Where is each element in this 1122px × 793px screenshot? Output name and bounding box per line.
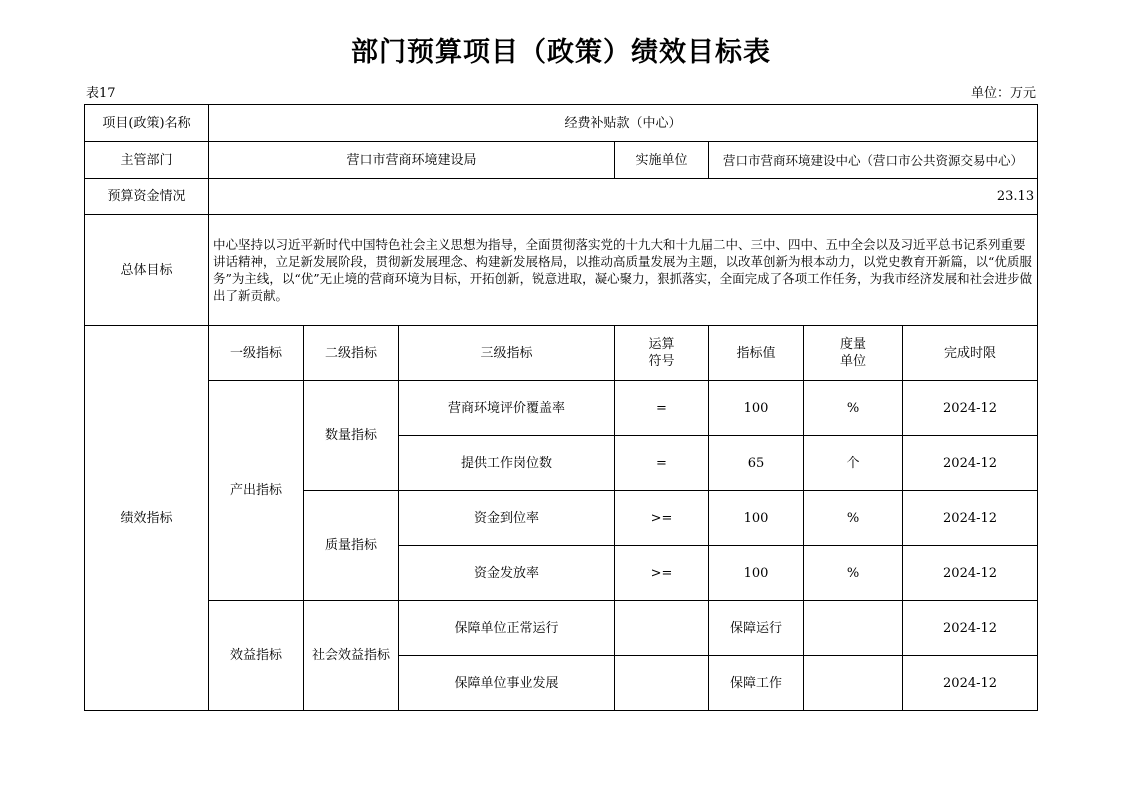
indicator-deadline: 2024-12 [903, 546, 1038, 601]
header-level3: 三级指标 [399, 326, 615, 381]
indicator-unit: % [804, 546, 903, 601]
indicator-name: 保障单位事业发展 [399, 656, 615, 711]
header-deadline: 完成时限 [903, 326, 1038, 381]
indicator-unit: % [804, 491, 903, 546]
indicator-unit: 个 [804, 436, 903, 491]
indicator-deadline: 2024-12 [903, 601, 1038, 656]
budget-label: 预算资金情况 [85, 179, 209, 215]
project-name-value: 经费补贴款（中心） [209, 105, 1038, 142]
indicator-name: 营商环境评价覆盖率 [399, 381, 615, 436]
group-quality: 质量指标 [304, 491, 399, 601]
dept-value: 营口市营商环境建设局 [209, 142, 615, 179]
indicator-deadline: 2024-12 [903, 491, 1038, 546]
page-title: 部门预算项目（政策）绩效目标表 [351, 37, 771, 68]
indicator-deadline: 2024-12 [903, 381, 1038, 436]
impl-label: 实施单位 [615, 142, 709, 179]
table-row [85, 381, 1038, 436]
indicator-value: 100 [709, 491, 804, 546]
project-name-label: 项目(政策)名称 [85, 105, 209, 142]
group-benefit: 效益指标 [209, 601, 304, 711]
indicator-value: 100 [709, 381, 804, 436]
goal-label: 总体目标 [85, 215, 209, 326]
header-unit-line2: 单位 [839, 354, 866, 369]
group-output: 产出指标 [209, 381, 304, 601]
unit-label: 单位：万元 [970, 86, 1036, 101]
group-social: 社会效益指标 [304, 601, 399, 711]
table-number: 表17 [86, 86, 116, 101]
indicator-op: >= [615, 546, 709, 601]
indicator-op [615, 601, 709, 656]
header-operator [615, 326, 709, 381]
performance-target-table [84, 104, 1038, 711]
indicator-value: 100 [709, 546, 804, 601]
indicator-name: 资金到位率 [399, 491, 615, 546]
header-unit-line1: 度量 [839, 337, 866, 352]
header-operator-line2: 符号 [648, 354, 675, 369]
indicator-name: 资金发放率 [399, 546, 615, 601]
indicator-unit: % [804, 381, 903, 436]
indicator-op: = [615, 381, 709, 436]
indicator-value: 保障工作 [709, 656, 804, 711]
perf-label: 绩效指标 [85, 326, 209, 711]
impl-value: 营口市营商环境建设中心（营口市公共资源交易中心） [709, 142, 1038, 179]
table-row [85, 601, 1038, 656]
indicator-op: >= [615, 491, 709, 546]
budget-value: 23.13 [209, 179, 1038, 215]
indicator-deadline: 2024-12 [903, 436, 1038, 491]
header-level2: 二级指标 [304, 326, 399, 381]
indicator-unit [804, 601, 903, 656]
goal-text: 中心坚持以习近平新时代中国特色社会主义思想为指导，全面贯彻落实党的十九大和十九届二中、三中、四中、五中全会以及习近平总书记系列重要讲话精神，立足新发展阶段，贯彻新发展理念、构建新发展格局，以推动高质量发展为主题，以改革创新为根本动力，以党史教育开新篇，以“优质服务”为主线，以“优”无止境的营商环境为目标，开拓创新，锐意进取，凝心聚力，狠抓落实，全面完成了各项工作任务，为我市经济发展和社会进步做出了新贡献。 [209, 215, 1038, 326]
indicator-unit [804, 656, 903, 711]
indicator-deadline: 2024-12 [903, 656, 1038, 711]
header-level1: 一级指标 [209, 326, 304, 381]
indicator-value: 保障运行 [709, 601, 804, 656]
header-value: 指标值 [709, 326, 804, 381]
header-unit [804, 326, 903, 381]
indicator-name: 提供工作岗位数 [399, 436, 615, 491]
dept-label: 主管部门 [85, 142, 209, 179]
group-quantity: 数量指标 [304, 381, 399, 491]
indicator-op [615, 656, 709, 711]
indicator-op: = [615, 436, 709, 491]
indicator-value: 65 [709, 436, 804, 491]
indicator-name: 保障单位正常运行 [399, 601, 615, 656]
header-operator-line1: 运算 [648, 337, 675, 352]
